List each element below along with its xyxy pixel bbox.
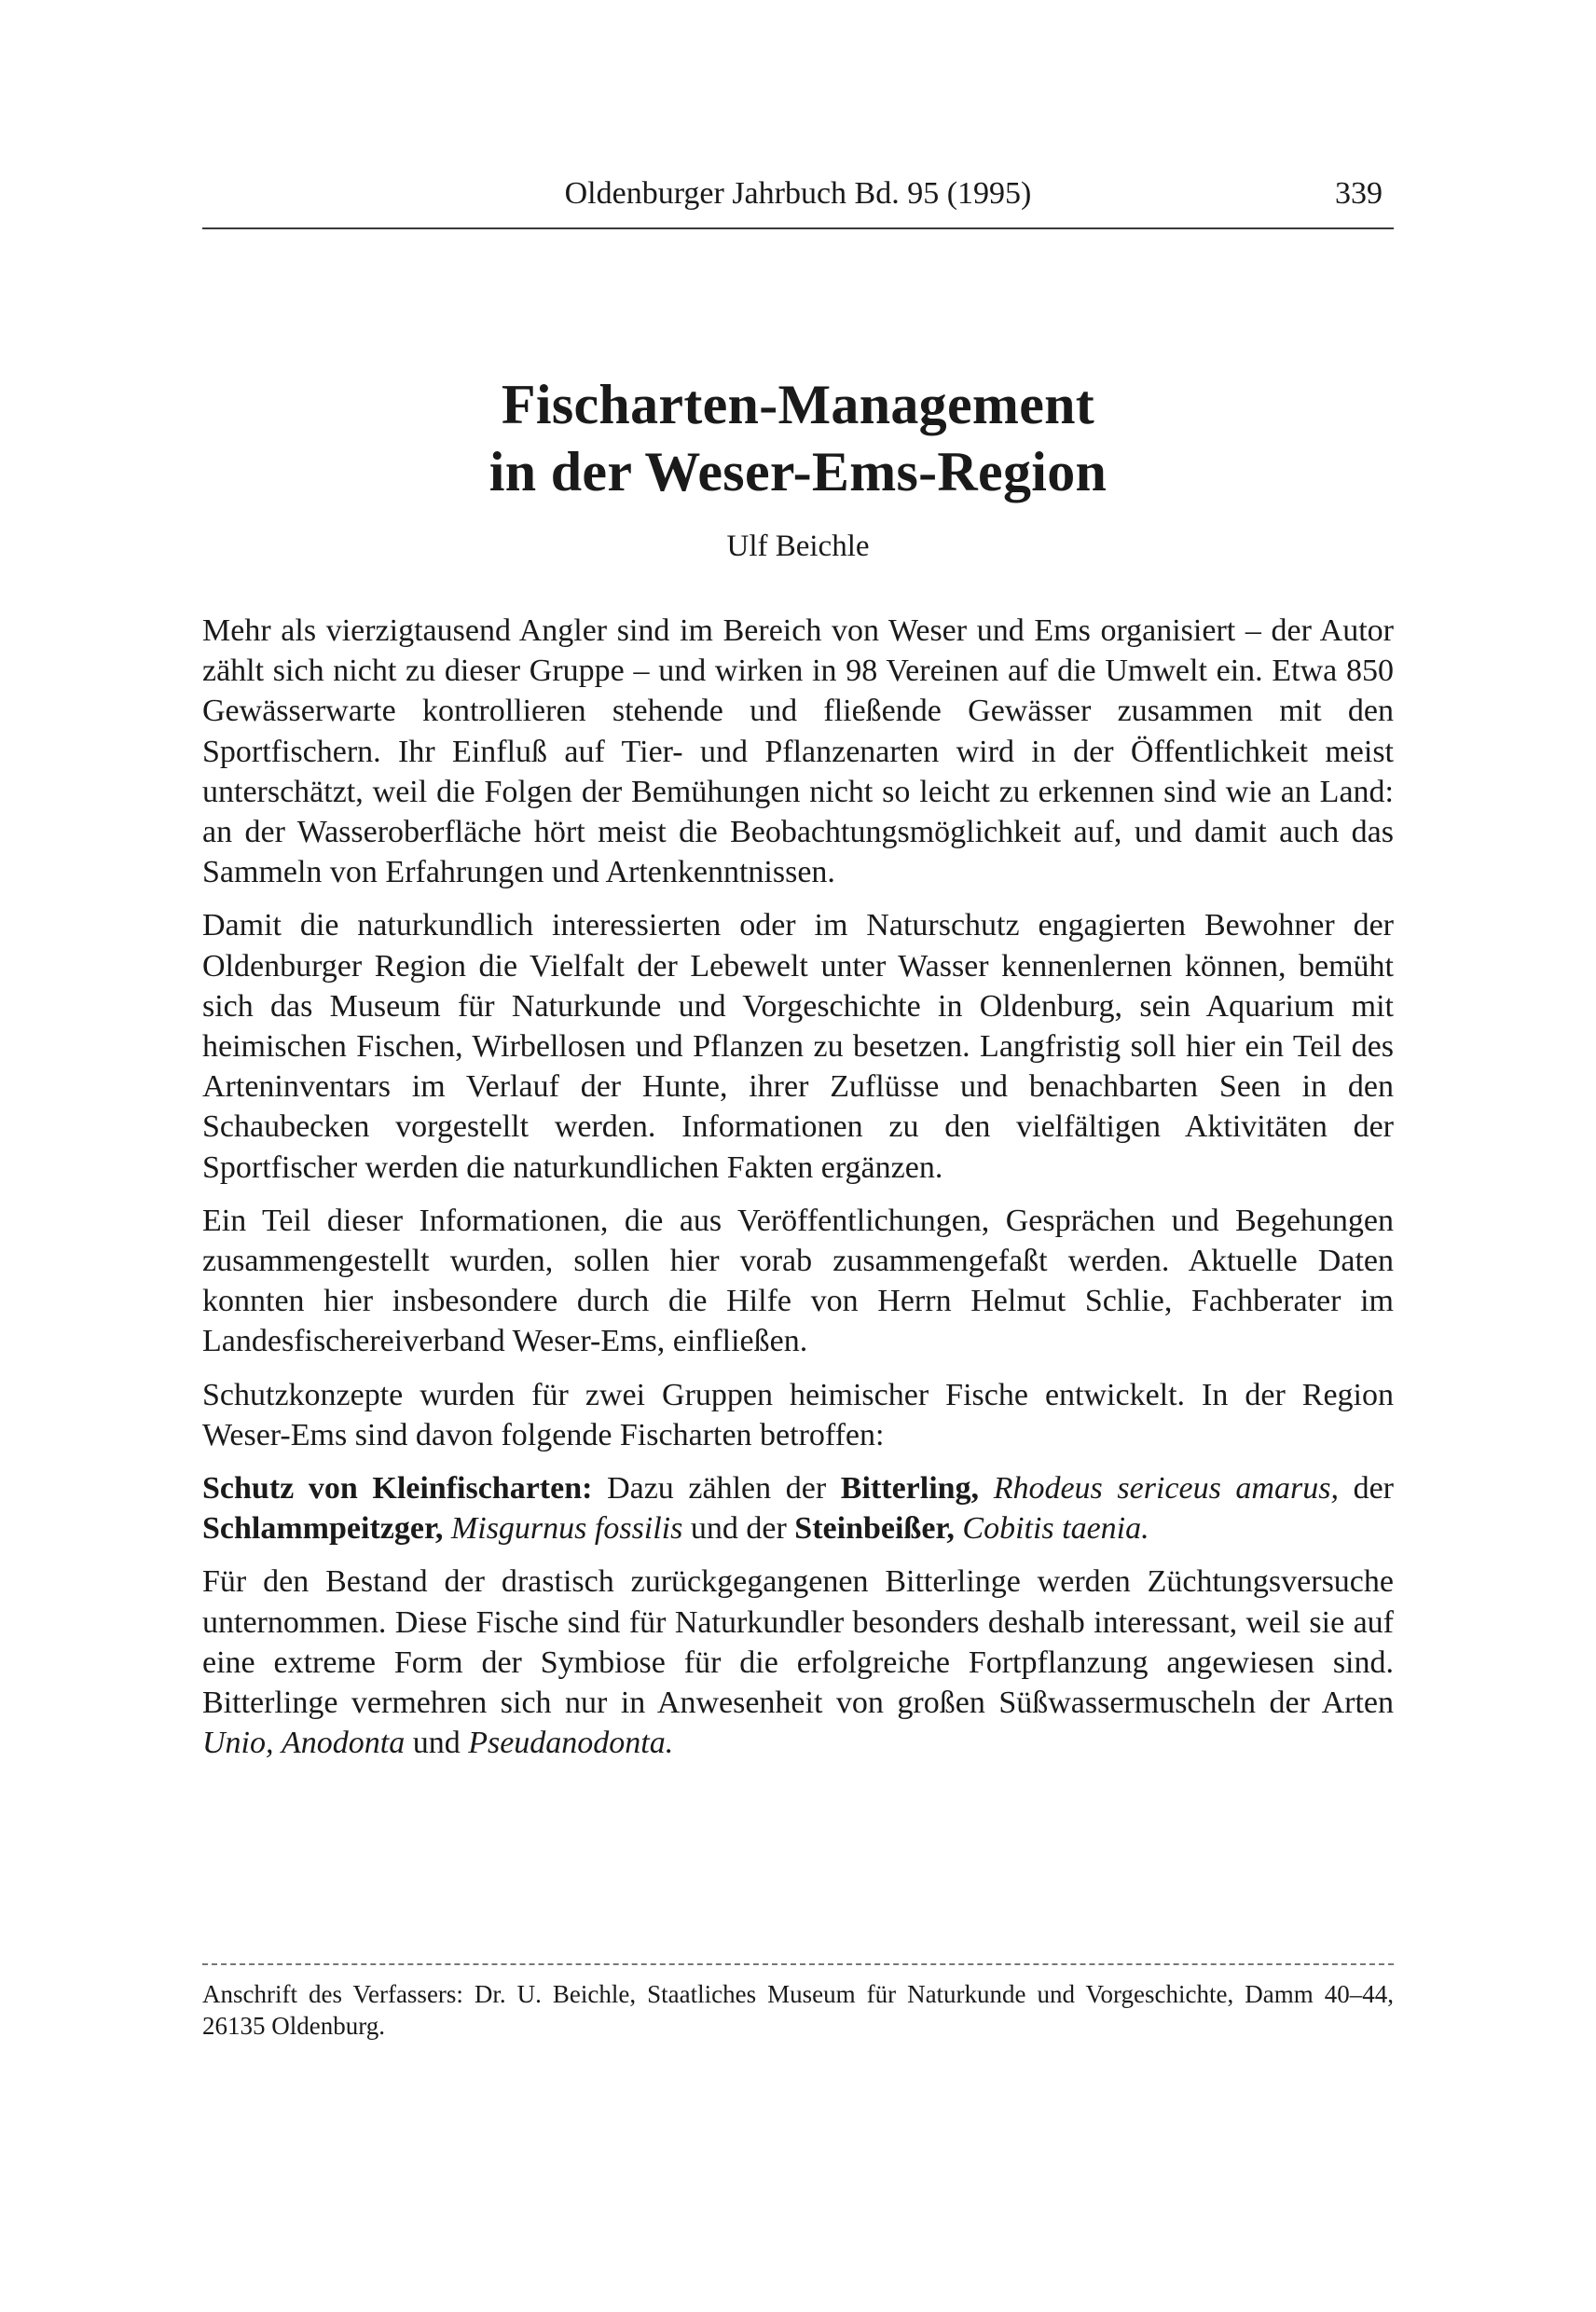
text-run: und der — [682, 1511, 795, 1547]
paragraph-2: Damit die naturkundlich interessierten oder im Naturschutz engagierten Bewohner der Oldenburger Region die Vielfalt der Lebewelt unter Wasser kennenlernen können, bemüht sich das Museum für Naturkunde und Vorgeschichte in Oldenburg, sein Aquarium mit heimischen Fischen, Wirbellosen und Pflanzen zu besetzen. Langfristig soll hier ein Teil des Arteninventars im Verlauf der Hunte, ihrer Zuflüsse und benachbarten Seen in den Schaubecken vorgestellt werden. Informationen zu den vielfältigen Aktivitäten der Sportfischer werden die naturkundlichen Fakten ergänzen. — [202, 908, 1394, 1185]
article-title-line-1: Fischarten-Management — [501, 374, 1095, 435]
text-run: und — [405, 1726, 469, 1761]
text-run: Für den Bestand der drastisch zurückgegangenen Bitterlinge werden Züchtungsversuche unternommen. Diese Fische sind für Naturkundler besonders deshalb interessant, weil sie auf eine extreme Form der Symbiose für die erfolgreiche Fortpflanzung angewiesen sind. Bitterlinge vermehren sich nur in Anwesenheit von großen Süßwassermuscheln der Arten — [202, 1564, 1394, 1721]
species-name: Schlammpeitzger, — [202, 1511, 444, 1547]
paragraph-3: Ein Teil dieser Informationen, die aus Veröffentlichungen, Gesprächen und Begehungen zusammengestellt wurden, sollen hier vorab zusammengefaßt werden. Aktuelle Daten konnten hier insbesondere durch die Hilfe von Herrn Helmut Schlie, Fachberater im Landesfischereiverband Weser-Ems, einfließen. — [202, 1203, 1394, 1359]
genus-name: Pseudanodonta. — [468, 1726, 674, 1761]
article-title-line-2: in der Weser-Ems-Region — [488, 441, 1108, 502]
text-run: Dazu zählen der — [592, 1471, 841, 1507]
page-number: 339 — [1335, 176, 1383, 211]
footnote-divider — [202, 1963, 1394, 1965]
species-name: Steinbeißer, — [794, 1511, 955, 1547]
latin-name: Rhodeus sericeus amarus, — [993, 1471, 1339, 1507]
section-heading: Schutz von Kleinfischarten: — [202, 1471, 593, 1507]
paragraph-6 — [202, 1562, 1394, 1763]
journal-title: Oldenburger Jahrbuch Bd. 95 (1995) — [564, 176, 1032, 211]
text-run: der — [1338, 1471, 1394, 1507]
author-name: Ulf Beichle — [726, 530, 870, 563]
space — [274, 1726, 282, 1760]
article-title — [202, 371, 1394, 505]
paragraph-5 — [202, 1468, 1394, 1548]
space — [979, 1471, 994, 1506]
latin-name: Misgurnus fossilis — [450, 1511, 683, 1547]
article-body — [202, 611, 1394, 1776]
genus-name: Unio, — [202, 1726, 274, 1761]
author-address-footnote: Anschrift des Verfassers: Dr. U. Beichle, Staatliches Museum für Naturkunde und Vorgeschichte, Damm 40–44, 26135 Oldenburg. — [202, 1980, 1394, 2040]
space — [443, 1511, 451, 1546]
latin-name: Cobitis taenia. — [962, 1511, 1149, 1547]
running-head — [202, 175, 1394, 229]
species-name: Bitterling, — [840, 1471, 980, 1507]
genus-name: Anodonta — [282, 1726, 406, 1761]
paragraph-4: Schutzkonzepte wurden für zwei Gruppen heimischer Fische entwickelt. In der Region Weser-Ems sind davon folgende Fischarten betroffen: — [202, 1377, 1394, 1452]
paragraph-1: Mehr als vierzigtausend Angler sind im Bereich von Weser und Ems organisiert – der Autor zählt sich nicht zu dieser Gruppe – und wirken in 98 Vereinen auf die Umwelt ein. Etwa 850 Gewässerwarte kontrollieren stehende und fließende Gewässer zusammen mit den Sportfischern. Ihr Einfluß auf Tier- und Pflanzenarten wird in der Öffentlichkeit meist unterschätzt, weil die Folgen der Bemühungen nicht so leicht zu erkennen sind wie an Land: an der Wasseroberfläche hört meist die Beobachtungsmöglichkeit auf, und damit auch das Sammeln von Erfahrungen und Artenkenntnissen. — [202, 613, 1394, 890]
